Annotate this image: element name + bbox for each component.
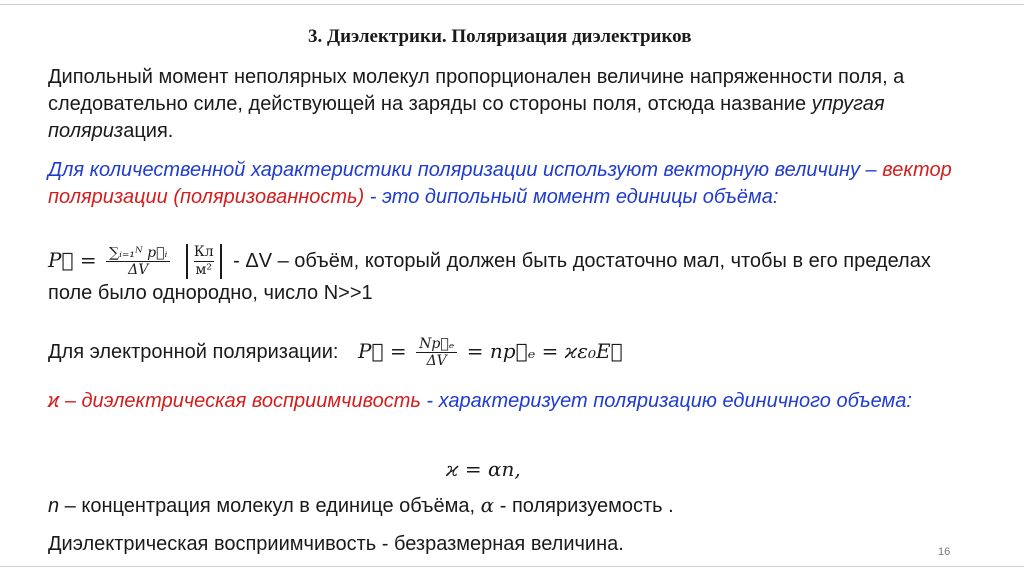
unit-numerator: Кл [193, 244, 214, 260]
blue-text-b: - это дипольный момент единицы объёма: [364, 186, 779, 208]
paragraph-elastic-polarization [48, 64, 978, 145]
top-divider [0, 4, 1024, 5]
formula-susceptibility: ϰ = αn, [446, 457, 521, 481]
fraction-denominator: ΔV [426, 353, 447, 369]
symbol-alpha: α [480, 493, 495, 517]
page-number: 16 [938, 546, 951, 558]
formula-lhs: P⃗ = [48, 247, 97, 272]
unit-denominator: м² [195, 262, 212, 278]
formula-label: Для электронной поляризации: [48, 340, 339, 363]
slide-title: 3. Диэлектрики. Поляризация диэлектриков [308, 26, 692, 47]
fraction [106, 245, 170, 278]
fraction-numerator: Np⃗ₑ [416, 336, 457, 353]
formula-lhs: P⃗ = [358, 338, 407, 363]
paragraph-text: Дипольный момент неполярных молекул пропорционален величине напряженности поля, а следовательно силе, действующей на заряды со стороны поля, отсюда название [48, 66, 905, 115]
blue-text: - характеризует поляризацию единичного объема: [420, 390, 912, 412]
concentration-text: – концентрация молекул в единице объёма, [59, 495, 481, 517]
paragraph-polarization-vector [48, 157, 978, 211]
italic-term: упругая поляриз [48, 93, 885, 142]
symbol-n: n [48, 495, 60, 517]
formula-electronic-polarization [48, 336, 978, 369]
paragraph-susceptibility [48, 388, 978, 415]
blue-text-a: Для количественной характеристики поляризации используют векторную величину – [48, 159, 883, 181]
fraction [416, 336, 457, 369]
red-term: вектор поляризации (поляризованность) [48, 159, 952, 208]
unit-bracket [186, 244, 222, 279]
formula-polarization-definition [48, 244, 978, 307]
paragraph-concentration [48, 492, 978, 520]
bottom-divider [0, 566, 1024, 567]
formula-rhs: = np⃗ₑ = ϰε₀E⃗ [466, 338, 623, 363]
formula-description: - ΔV – объём, который должен быть достаточно мал, чтобы в его пределах поле было однородно, число N>>1 [48, 249, 931, 304]
fraction-denominator: ΔV [128, 262, 149, 278]
paragraph-tail: ация. [123, 120, 174, 142]
paragraph-dimensionless: Диэлектрическая восприимчивость - безразмерная величина. [48, 533, 624, 555]
fraction-numerator: ∑ᵢ₌₁ᴺ p⃗ᵢ [106, 245, 170, 262]
polarizability-text: - поляризуемость . [494, 495, 674, 517]
red-term: ϰ – диэлектрическая восприимчивость [48, 390, 421, 412]
